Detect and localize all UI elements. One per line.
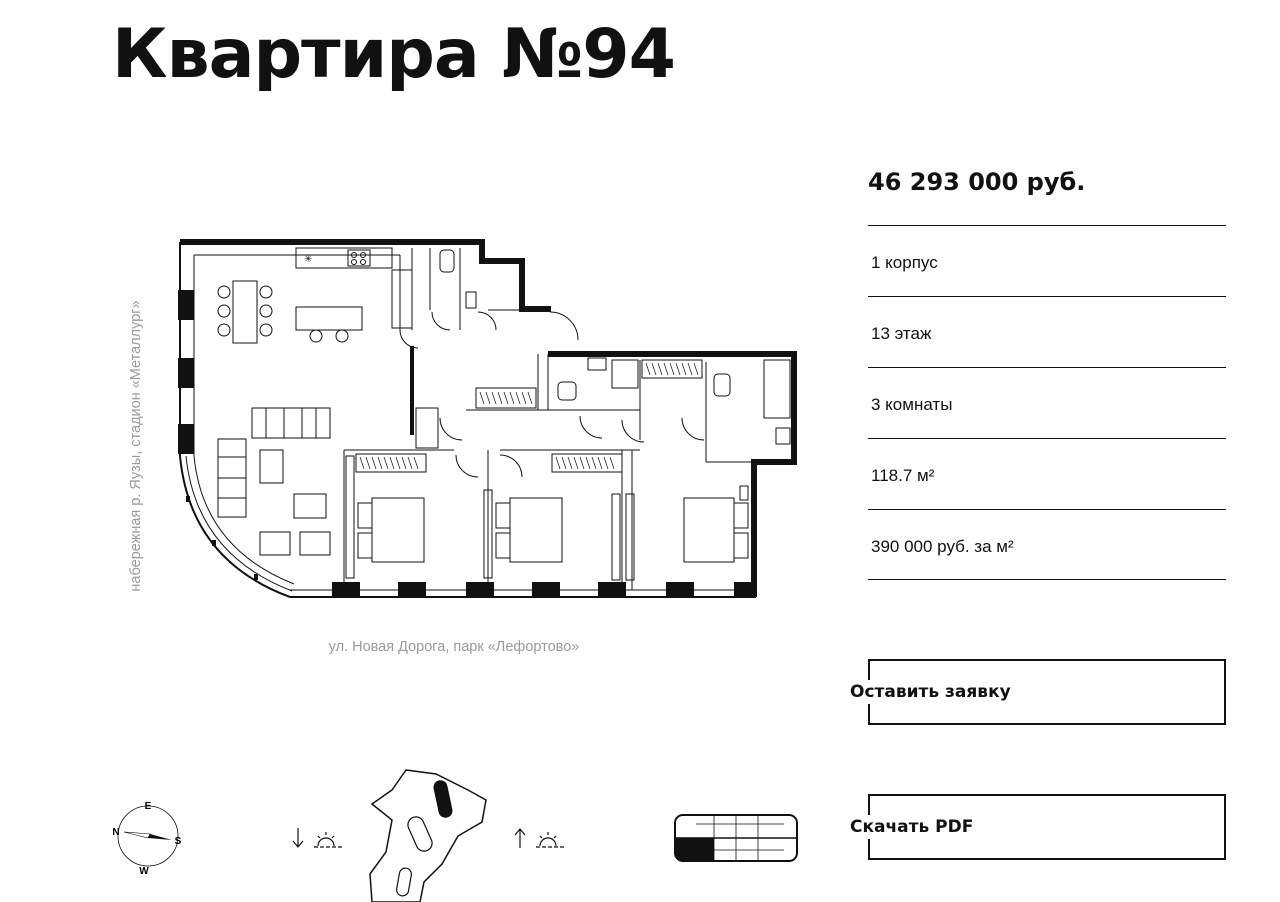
download-pdf-label: Скачать PDF — [850, 817, 974, 837]
download-pdf-button[interactable] — [850, 794, 1226, 860]
detail-building: 1 корпус — [868, 225, 1226, 296]
bottom-orientation-label: ул. Новая Дорога, парк «Лефортово» — [328, 639, 580, 655]
detail-floor: 13 этаж — [868, 296, 1226, 367]
compass-icon — [108, 798, 188, 880]
request-button-label: Оставить заявку — [850, 682, 1011, 702]
detail-rooms: 3 комнаты — [868, 367, 1226, 438]
detail-area: 118.7 м² — [868, 438, 1226, 509]
svg-text:✳: ✳ — [304, 254, 313, 265]
masterplan-map — [362, 764, 492, 902]
apartment-price: 46 293 000 руб. — [868, 168, 1086, 196]
sunrise-icon — [512, 826, 568, 852]
floor-plan — [118, 236, 808, 606]
page-title: Квартира №94 — [112, 15, 675, 94]
floor-section-icon — [674, 814, 798, 864]
compass-s: S — [174, 836, 182, 847]
apartment-details — [868, 225, 1226, 580]
request-button[interactable] — [850, 659, 1226, 725]
sunset-icon — [290, 826, 346, 852]
side-orientation-label: набережная р. Яузы, стадион «Металлург» — [128, 300, 144, 592]
compass-w: W — [139, 866, 149, 877]
detail-price-per-m2: 390 000 руб. за м² — [868, 509, 1226, 580]
compass-e: E — [144, 801, 152, 812]
compass-n: N — [112, 827, 120, 838]
